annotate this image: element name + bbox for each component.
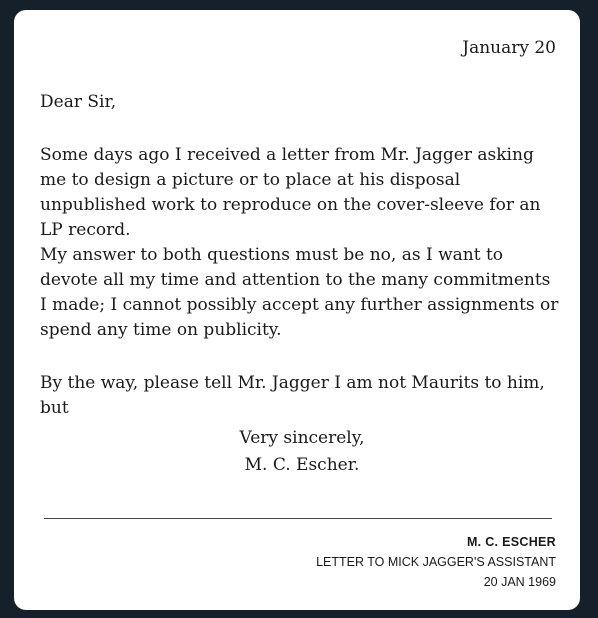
letter-paragraph-3: By the way, please tell Mr. Jagger I am not Maurits to him, but bbox=[40, 373, 545, 418]
letter-paragraph-2: My answer to both questions must be no, as I want to devote all my time and attention to the many commitments I made; I cannot possibly accept any further assignments or spend any time on publicity. bbox=[40, 245, 559, 340]
letter-closing-block bbox=[14, 425, 580, 479]
attribution-date: 20 JAN 1969 bbox=[483, 575, 556, 589]
letter-date: January 20 bbox=[462, 38, 556, 58]
letter-closing: Very sincerely, bbox=[239, 428, 365, 448]
attribution-divider bbox=[44, 518, 552, 519]
attribution-block bbox=[316, 532, 556, 592]
letter-salutation: Dear Sir, bbox=[40, 92, 117, 112]
attribution-description: LETTER TO MICK JAGGER'S ASSISTANT bbox=[316, 555, 556, 569]
letter-card bbox=[14, 10, 580, 610]
letter-signature: M. C. Escher. bbox=[244, 455, 360, 475]
letter-paragraph-1: Some days ago I received a letter from Mr. Jagger asking me to design a picture or to place at his disposal unpublished work to reproduce on the cover-sleeve for an LP record. bbox=[40, 145, 541, 240]
attribution-author: M. C. ESCHER bbox=[466, 535, 556, 549]
